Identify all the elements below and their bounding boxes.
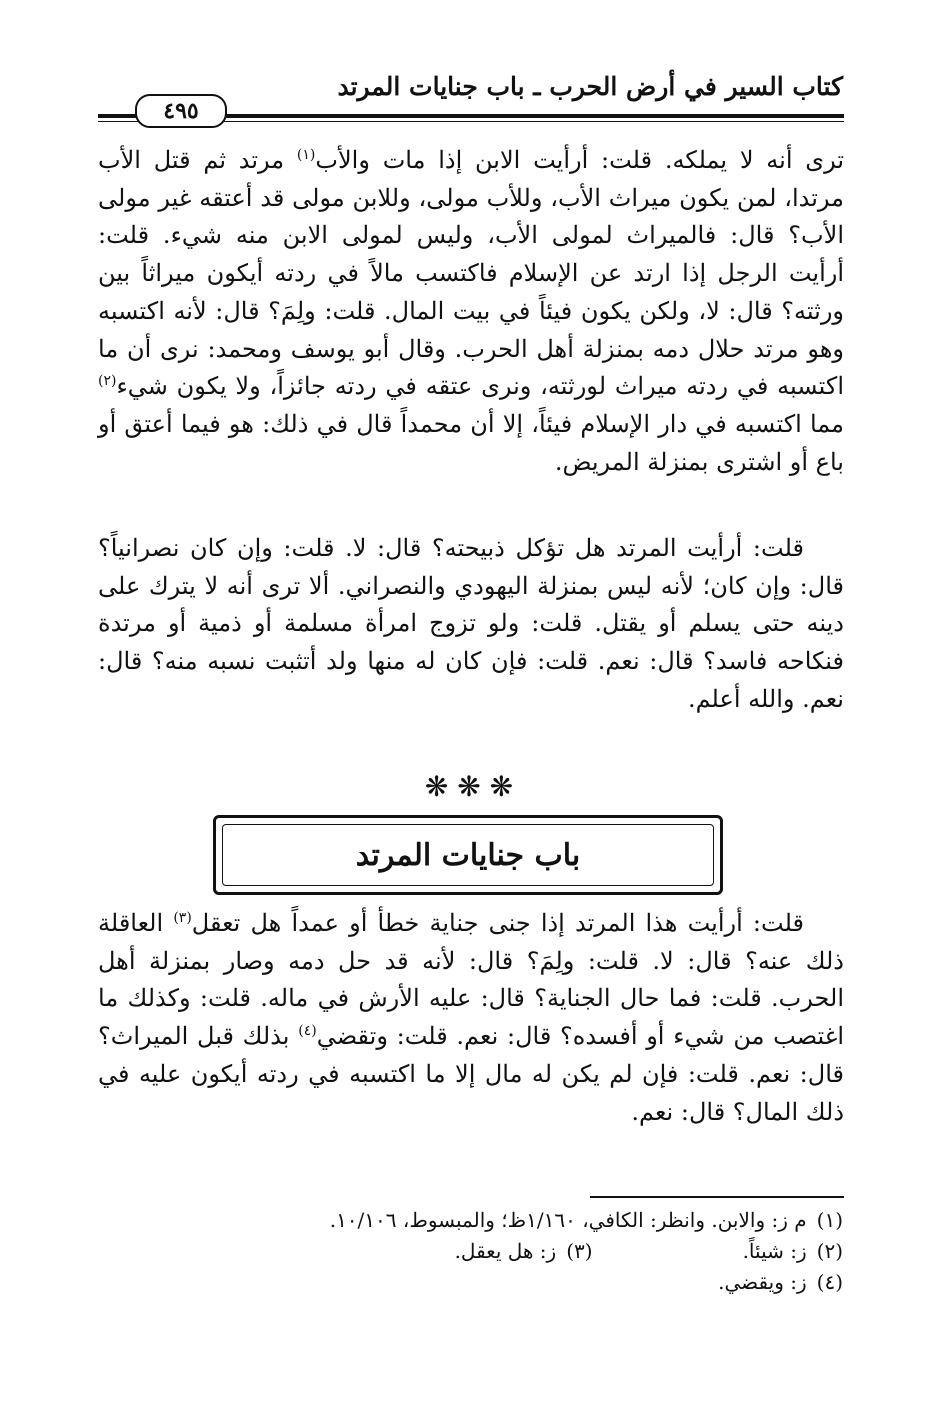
footnote-number: (٣) — [566, 1239, 593, 1263]
footnote-ref-2[interactable]: (٢) — [98, 373, 117, 390]
page-number: ٤٩٥ — [163, 98, 199, 124]
para1-text-a: ترى أنه لا يملكه. قلت: أرأيت الابن إذا مات والأب — [315, 146, 844, 174]
footnote-3 — [455, 1236, 593, 1267]
footnote-4 — [718, 1267, 843, 1298]
footnote-separator — [590, 1196, 844, 1198]
para1-text-b: مرتد ثم قتل الأب مرتدا، لمن يكون ميراث الأب، وللأب مولى، وللابن مولى قد أعتقه غير مولى الأب؟ قال: فالميراث لمولى الأب، وليس لمولى الابن منه شيء. قلت: أرأيت الرجل إذا ارتد عن الإسلام فاكتسب مالاً في ردته أيكون ميراثاً بين ورثته؟ قال: لا، ولكن يكون فيئاً في بيت المال. قلت: ولِمَ؟ قال: لأنه اكتسبه وهو مرتد حلال دمه بمنزلة أهل الحرب. وقال أبو يوسف ومحمد: نرى أن ما اكتسبه في ردته ميراث لورثته، ونرى عتقه في ردته جائزاً، ولا يكون شيء — [98, 146, 845, 401]
paragraph-3 — [98, 905, 844, 1131]
footnote-text: ز: شيئاً. — [742, 1239, 807, 1263]
footnote-text: م ز: والابن. وانظر: الكافي، ١/١٦٠ظ؛ والمبسوط، ١٠/١٠٦. — [329, 1208, 807, 1232]
footnote-line — [193, 1205, 843, 1236]
footnote-ref-3[interactable]: (٣) — [173, 910, 192, 926]
footnote-ref-1[interactable]: (١) — [296, 147, 316, 163]
chapter-title-inner-frame — [222, 824, 714, 886]
para3-text-b: العاقلة ذلك عنه؟ قال: لا. قلت: ولِمَ؟ قال: لأنه قد حل دمه وصار بمنزلة أهل الحرب. قلت: فما حال الجناية؟ قال: عليه الأرش في ماله. قلت: وكذلك ما اغتصب من شيء أو أفسده؟ قال: نعم. قلت: وتقضي — [98, 909, 845, 1051]
para3-text-c: بذلك قبل الميراث؟ قال: نعم. قلت: فإن لم يكن له مال إلا ما اكتسبه في ردته أيكون عليه في ذلك المال؟ قال: نعم. — [98, 1022, 844, 1126]
footnote-line — [193, 1267, 843, 1298]
footnotes — [193, 1205, 843, 1298]
chapter-title: باب جنايات المرتد — [355, 837, 581, 873]
page-number-badge — [135, 94, 227, 128]
footnote-text: ز: هل يعقل. — [454, 1239, 557, 1263]
footnote-text: ز: ويقضي. — [718, 1270, 807, 1294]
footnote-number: (٤) — [816, 1270, 843, 1294]
footnote-number: (١) — [816, 1208, 843, 1232]
paragraph-2 — [98, 530, 844, 719]
running-header: كتاب السير في أرض الحرب ـ باب جنايات المرتد — [337, 72, 843, 101]
footnote-gap — [593, 1236, 743, 1267]
footnote-line — [193, 1236, 843, 1267]
footnote-1 — [330, 1205, 843, 1236]
footnote-2 — [743, 1236, 843, 1267]
chapter-title-frame — [213, 815, 723, 895]
paragraph-1 — [98, 142, 844, 481]
para1-text-c: مما اكتسبه في دار الإسلام فيئاً، إلا أن محمداً قال في ذلك: هو فيما أعتق أو باع أو اشترى بمنزلة المريض. — [98, 409, 844, 476]
footnote-ref-4[interactable]: (٤) — [298, 1023, 317, 1040]
para2-text: قلت: أرأيت المرتد هل تؤكل ذبيحته؟ قال: لا. قلت: وإن كان نصرانياً؟ قال: وإن كان؛ لأنه ليس بمنزلة اليهودي والنصراني. ألا ترى أنه لا يترك على دينه حتى يسلم أو يقتل. قلت: ولو تزوج امرأة مسلمة أو ذمية أو مرتدة فنكاحه فاسد؟ قال: نعم. قلت: فإن كان له منها ولد أتثبت نسبه منه؟ قال: نعم. والله أعلم. — [98, 534, 844, 713]
para3-text-a: قلت: أرأيت هذا المرتد إذا جنى جناية خطأ أو عمداً هل تعقل — [191, 909, 804, 937]
section-divider-ornament: ❋ ❋ ❋ — [424, 770, 514, 803]
footnote-number: (٢) — [816, 1239, 843, 1263]
